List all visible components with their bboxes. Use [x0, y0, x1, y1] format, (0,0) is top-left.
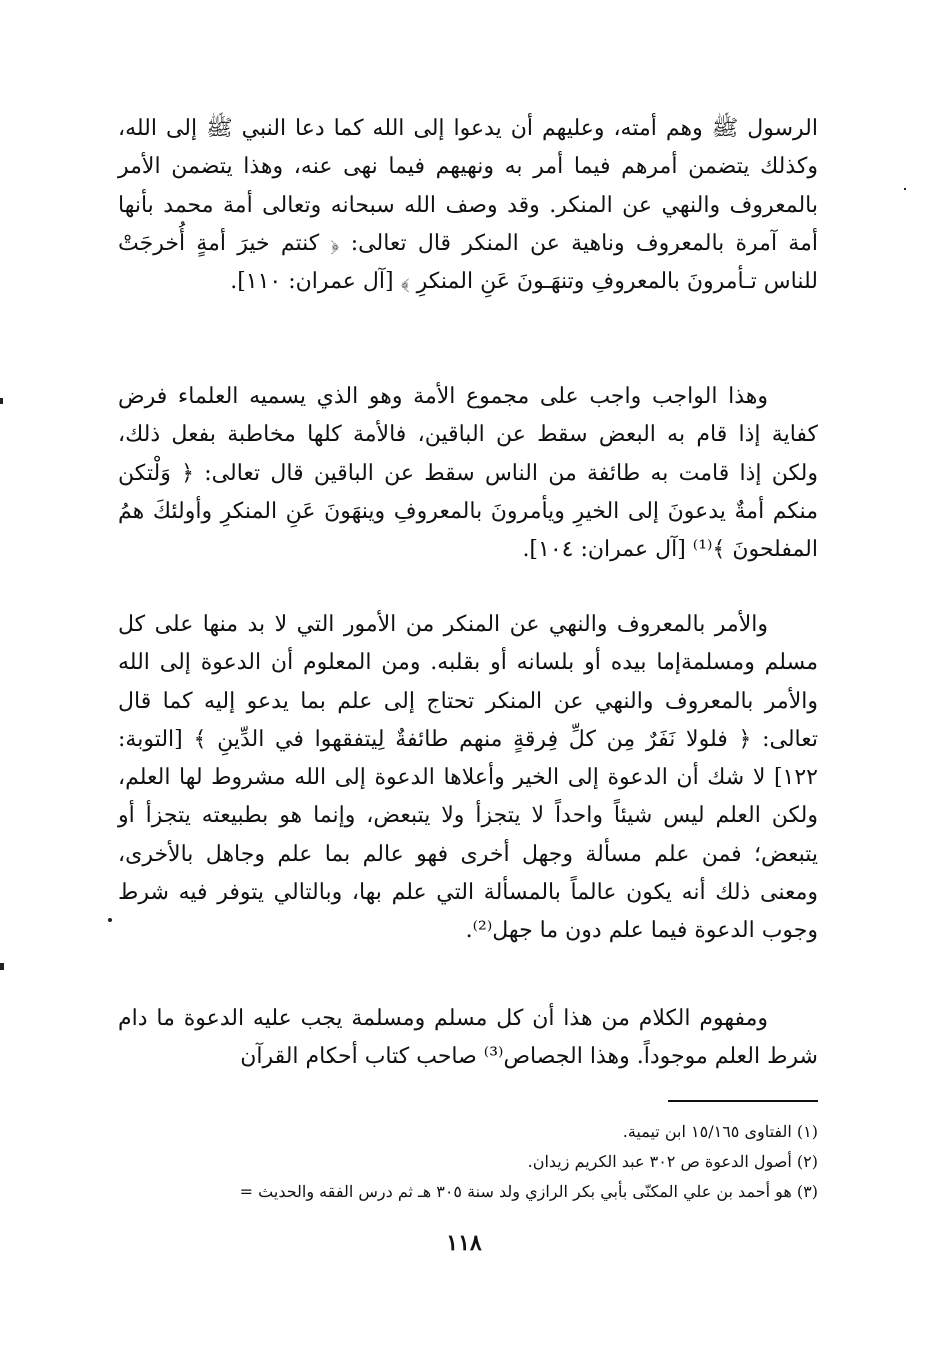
paragraph-3-block [118, 606, 818, 951]
footnote-3: (٣) هو أحمد بن علي المكنّى بأبي بكر الرازي ولد سنة ٣٠٥ هـ ثم درس الفقه والحديث = [239, 1182, 818, 1201]
footnote-2: (٢) أصول الدعوة ص ٣٠٢ عبد الكريم زيدان. [527, 1152, 818, 1171]
paragraph-4-block [118, 1000, 818, 1077]
paragraph-3: والأمر بالمعروف والنهي عن المنكر من الأمور التي لا بد منها على كل مسلم ومسلمةإما بيده أو بلسانه أو بقلبه. ومن المعلوم أن الدعوة إلى الله والأمر بالمعروف والنهي عن المنكر تحتاج إلى علم بما يدعو إليه كما قال تعالى: ﴿ فلولا نَفَرٌ مِن كلِّ فِرقةٍ منهم طائفةٌ لِيتفقهوا في الدِّينِ ﴾ [التوبة: ١٢٢] لا شك أن الدعوة إلى الخير وأعلاها الدعوة إلى الله مشروط لها العلم، ولكن العلم ليس شيئاً واحداً لا يتجزأ ولا يتبعض، وإنما هو بطبيعته يتجزأ أو يتبعض؛ فمن علم مسألة وجهل أخرى فهو عالم بما علم وجاهل بالأخرى، ومعنى ذلك أنه يكون عالماً بالمسألة التي علم بها، وبالتالي يتوفر فيه شرط وجوب الدعوة فيما علم دون ما جهل⁽²⁾. [118, 612, 818, 944]
scan-mark-left-top [0, 398, 3, 404]
scan-mark-left-bottom [0, 963, 4, 970]
paragraph-1: الرسول ﷺ وهم أمته، وعليهم أن يدعوا إلى الله كما دعا النبي ﷺ إلى الله، وكذلك يتضمن أمرهم فيما أمر به ونهيهم فيما نهى عنه، وهذا يتضمن الأمر بالمعروف والنهي عن المنكر. وقد وصف الله سبحانه وتعالى أمة محمد بأنها أمة آمرة بالمعروف وناهية عن المنكر قال تعالى: ﴿ كنتم خيرَ أمةٍ أُخرجَتْ للناس تـأمرونَ بالمعروفِ وتنهَـونَ عَنِ المنكرِ ﴾ [آل عمران: ١١٠]. [118, 116, 818, 295]
paragraph-2: وهذا الواجب واجب على مجموع الأمة وهو الذي يسميه العلماء فرض كفاية إذا قام به البعض سقط عن الباقين، فالأمة كلها مخاطبة بفعل ذلك، ولكن إذا قامت به طائفة من الناس سقط عن الباقين قال تعالى: ﴿ وَلْتكن منكم أمةٌ يدعونَ إلى الخيرِ ويأمرونَ بالمعروفِ وينهَونَ عَنِ المنكرِ وأولئكَ همُ المفلحونَ ﴾⁽¹⁾ [آل عمران: ١٠٤]. [118, 384, 818, 563]
scan-mark-inner [108, 918, 112, 922]
paragraph-2-block [118, 378, 818, 569]
paragraph-4: ومفهوم الكلام من هذا أن كل مسلم ومسلمة يجب عليه الدعوة ما دام شرط العلم موجوداً. وهذا الجصاص⁽³⁾ صاحب كتاب أحكام القرآن [118, 1006, 818, 1070]
footnote-1: (١) الفتاوى ١٥/١٦٥ ابن تيمية. [622, 1122, 818, 1141]
footnotes [118, 1117, 818, 1207]
page-number: ١١٨ [446, 1230, 482, 1256]
scan-mark-right [904, 188, 906, 190]
paragraph-1-block [118, 110, 818, 301]
footnote-separator [668, 1100, 818, 1102]
